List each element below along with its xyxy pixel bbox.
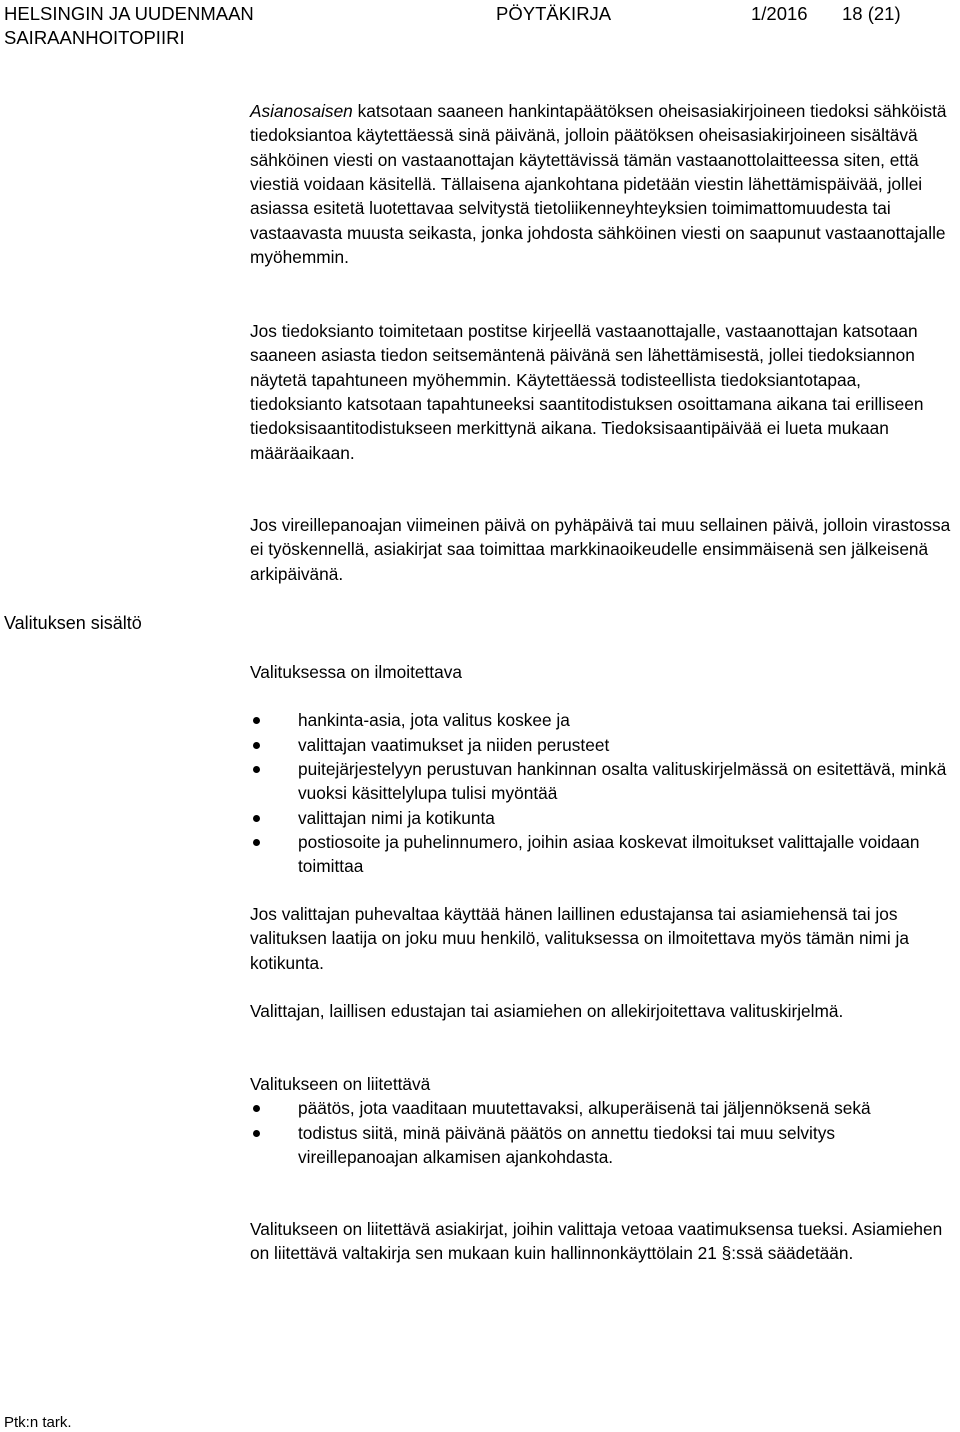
paragraph-text: Valitukseen on liitettävä asiakirjat, joihin valittaja vetoaa vaatimuksensa tueksi. Asiamiehen on liitettävä valtakirja sen mukaan kuin hallinnonkäyttölain 21 §:ssä säädetään. bbox=[250, 1219, 943, 1264]
header-page-number: 18 (21) bbox=[842, 3, 901, 24]
bullet-icon bbox=[253, 815, 260, 822]
bullet-icon bbox=[253, 717, 260, 724]
paragraph-holiday-deadline bbox=[250, 513, 956, 586]
section-label: Valituksen sisältö bbox=[4, 613, 142, 633]
header-document-number: 1/2016 bbox=[751, 3, 808, 24]
header-org-line1: HELSINGIN JA UUDENMAAN bbox=[4, 3, 254, 24]
paragraph-text: katsotaan saaneen hankintapäätöksen oheisasiakirjoineen tiedoksi sähköistä tiedoksiantoa käytettäessä sinä päivänä, jolloin päätöksen oheisasiakirjoineen sisältävä sähköinen viesti on vastaanottajan käytettävissä tämän vastaanottolaitteessa siten, että viestiä voidaan käsitellä. Tällaisena ajankohtana pidetään viestin lähettämispäivää, jollei asiassa esitetä luotettavaa selvitystä tietoliikenneyhteyksien toimimattomuudesta tai vastaavasta muusta seikasta, jonka johdosta sähköinen viesti on saapunut vastaanottajalle myöhemmin. bbox=[250, 101, 947, 268]
bullet-icon bbox=[253, 742, 260, 749]
bullet-icon bbox=[253, 1105, 260, 1112]
header-document-type: PÖYTÄKIRJA bbox=[496, 3, 612, 24]
paragraph-signature bbox=[250, 999, 956, 1023]
paragraph-representative bbox=[250, 902, 956, 975]
paragraph-text: Jos vireillepanoajan viimeinen päivä on pyhäpäivä tai muu sellainen päivä, jolloin virastossa ei työskennellä, asiakirjat saa toimittaa markkinaoikeudelle ensimmäisenä sen jälkeisenä arkipäivänä. bbox=[250, 515, 951, 584]
list-item: postiosoite ja puhelinnumero, joihin asiaa koskevat ilmoitukset valittajalle voidaan toimittaa bbox=[250, 830, 956, 879]
list-intro: Valitukseen on liitettävä bbox=[250, 1074, 431, 1094]
paragraph-text: Valittajan, laillisen edustajan tai asiamiehen on allekirjoitettava valituskirjelmä. bbox=[250, 1001, 844, 1021]
header-org-line2: SAIRAANHOITOPIIRI bbox=[4, 27, 185, 48]
appeal-content-list bbox=[250, 660, 956, 879]
bullet-icon bbox=[253, 1130, 260, 1137]
required-content-list bbox=[250, 708, 956, 878]
list-item: hankinta-asia, jota valitus koskee ja bbox=[250, 708, 956, 732]
bullet-icon bbox=[253, 766, 260, 773]
list-intro: Valituksessa on ilmoitettava bbox=[250, 662, 462, 682]
footer-checker-label: Ptk:n tark. bbox=[4, 1414, 72, 1431]
list-item: valittajan nimi ja kotikunta bbox=[250, 806, 956, 830]
attachments-list bbox=[250, 1072, 956, 1169]
header-organization bbox=[4, 2, 254, 50]
paragraph-supporting-documents bbox=[250, 1217, 956, 1266]
paragraph-text: Jos valittajan puhevaltaa käyttää hänen laillinen edustajansa tai asiamiehensä tai jos valituksen laatija on joku muu henkilö, valituksessa on ilmoitettava myös tämän nimi ja kotikunta. bbox=[250, 904, 909, 973]
paragraph-text: Jos tiedoksianto toimitetaan postitse kirjeellä vastaanottajalle, vastaanottajan katsotaan saaneen asiasta tiedon seitsemäntenä päivänä sen lähettämisestä, jollei tiedoksiannon näytetä tapahtuneen myöhemmin. Käytettäessä todisteellista tiedoksiantotapaa, tiedoksianto katsotaan tapahtuneeksi saantitodistuksen osoittamana aikana tai erilliseen tiedoksisaantitodistukseen merkittynä aikana. Tiedoksisaantipäivää ei lueta mukaan määräaikaan. bbox=[250, 321, 924, 463]
list-item: valittajan vaatimukset ja niiden perusteet bbox=[250, 733, 956, 757]
list-item: todistus siitä, minä päivänä päätös on annettu tiedoksi tai muu selvitys vireillepanoajan alkamisen ajankohdasta. bbox=[250, 1121, 956, 1170]
list-item: puitejärjestelyyn perustuvan hankinnan osalta valituskirjelmässä on esitettävä, minkä vuoksi käsittelylupa tulisi myöntää bbox=[250, 757, 956, 806]
list-item: päätös, jota vaaditaan muutettavaksi, alkuperäisenä tai jäljennöksenä sekä bbox=[250, 1096, 956, 1120]
paragraph-lead-word: Asianosaisen bbox=[250, 101, 353, 121]
bullet-icon bbox=[253, 839, 260, 846]
required-attachments-list bbox=[250, 1096, 956, 1169]
paragraph-electronic-notice bbox=[250, 99, 956, 269]
paragraph-postal-notice bbox=[250, 319, 956, 465]
